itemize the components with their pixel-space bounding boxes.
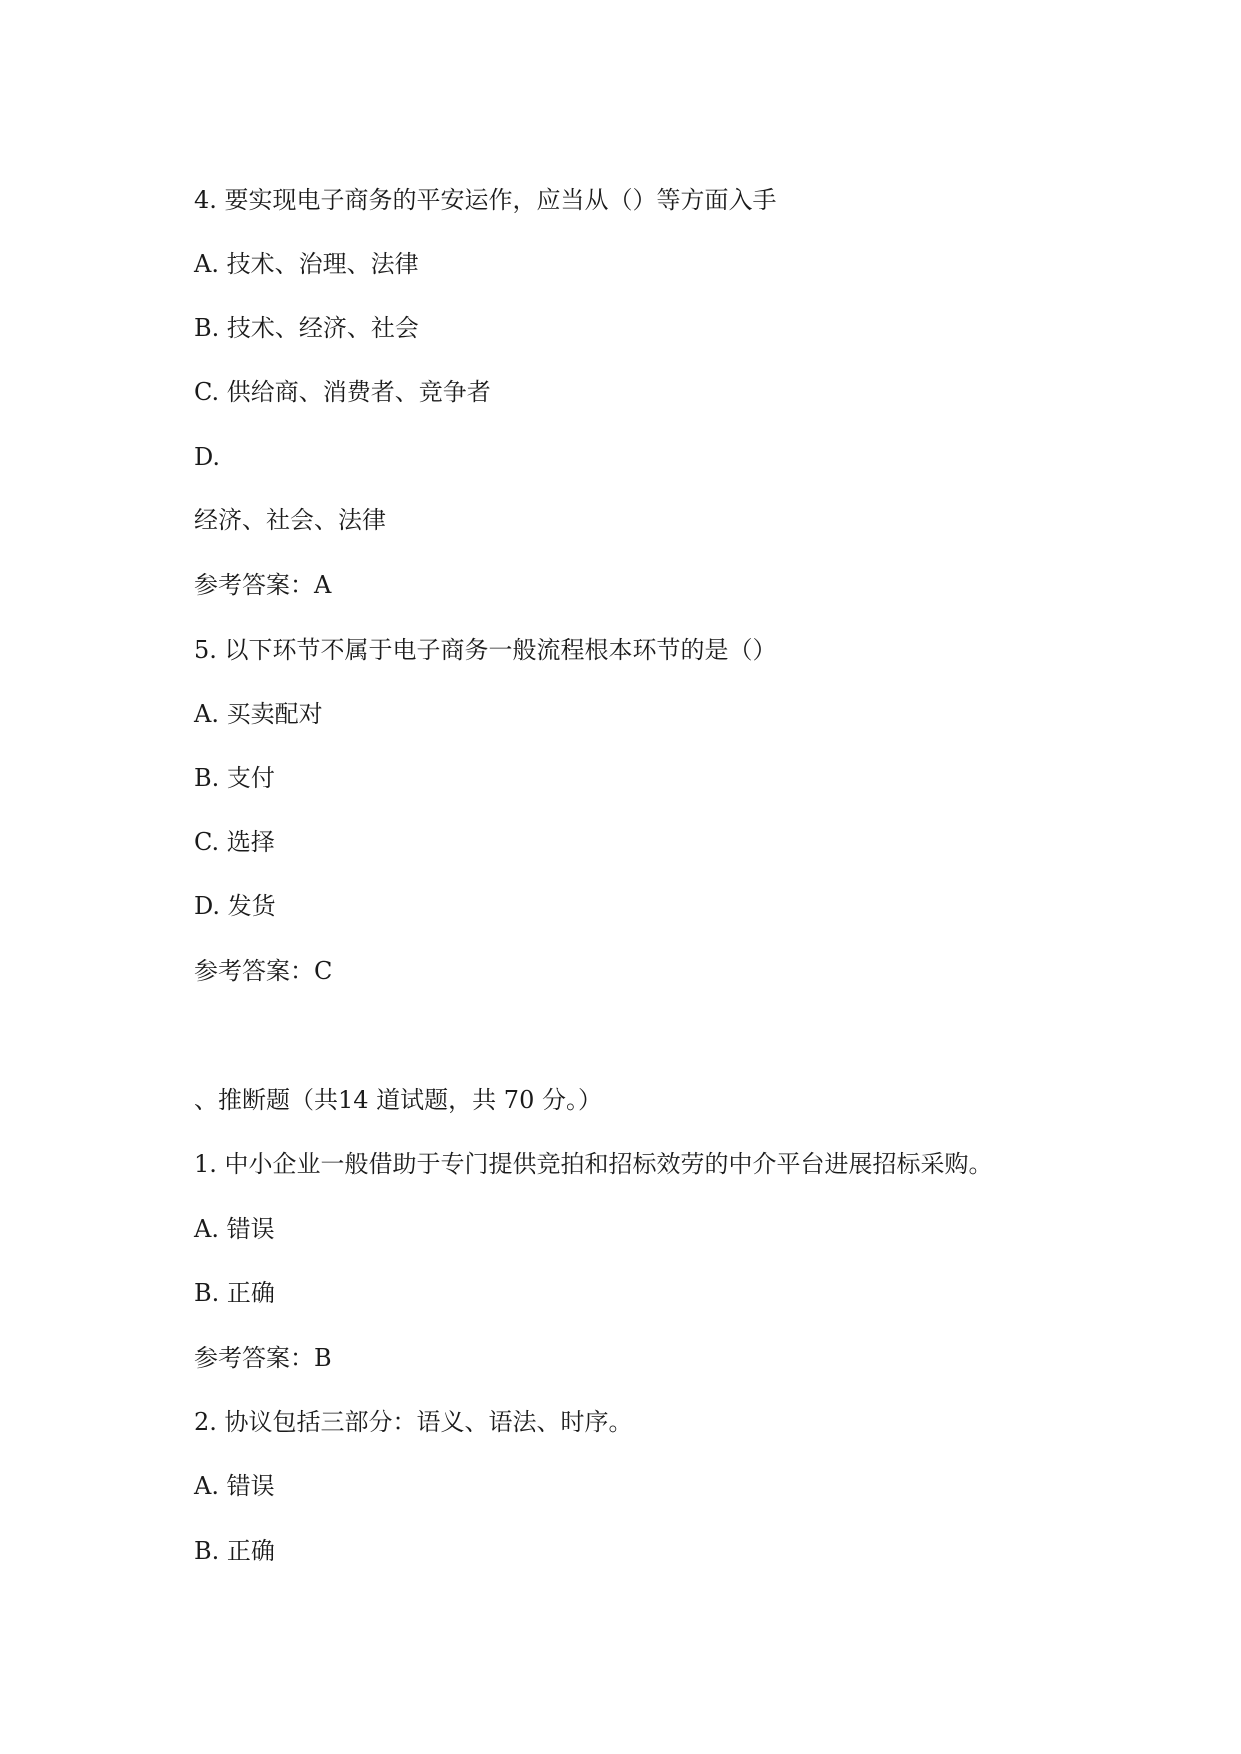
question-4-option-b: B. 技术、经济、社会	[194, 314, 419, 342]
question-5-option-d: D. 发货	[194, 892, 276, 920]
question-4-option-a: A. 技术、治理、法律	[194, 250, 419, 278]
question-4-option-c: C. 供给商、消费者、竞争者	[194, 378, 491, 406]
question-5-option-a: A. 买卖配对	[194, 700, 323, 728]
tf-question-1-option-b: B. 正确	[194, 1279, 275, 1307]
question-4-option-d-text: 经济、社会、法律	[194, 506, 386, 534]
question-5-stem: 5. 以下环节不属于电子商务一般流程根本环节的是（）	[194, 636, 777, 664]
question-5-option-b: B. 支付	[194, 764, 275, 792]
question-5-answer: 参考答案：C	[194, 957, 333, 985]
tf-question-1-answer: 参考答案：B	[194, 1344, 332, 1372]
tf-question-2-option-b: B. 正确	[194, 1537, 275, 1565]
tf-question-2-option-a: A. 错误	[194, 1472, 275, 1500]
section-heading: 、推断题（共14 道试题，共 70 分。）	[194, 1086, 602, 1114]
question-4-stem: 4. 要实现电子商务的平安运作，应当从（）等方面入手	[194, 186, 777, 214]
tf-question-1-option-a: A. 错误	[194, 1215, 275, 1243]
tf-question-2-stem: 2. 协议包括三部分：语义、语法、时序。	[194, 1408, 633, 1436]
question-5-option-c: C. 选择	[194, 828, 275, 856]
question-4-answer: 参考答案：A	[194, 571, 332, 599]
question-4-option-d-label: D.	[194, 443, 221, 471]
tf-question-1-stem: 1. 中小企业一般借助于专门提供竞拍和招标效劳的中介平台进展招标采购。	[194, 1150, 993, 1178]
